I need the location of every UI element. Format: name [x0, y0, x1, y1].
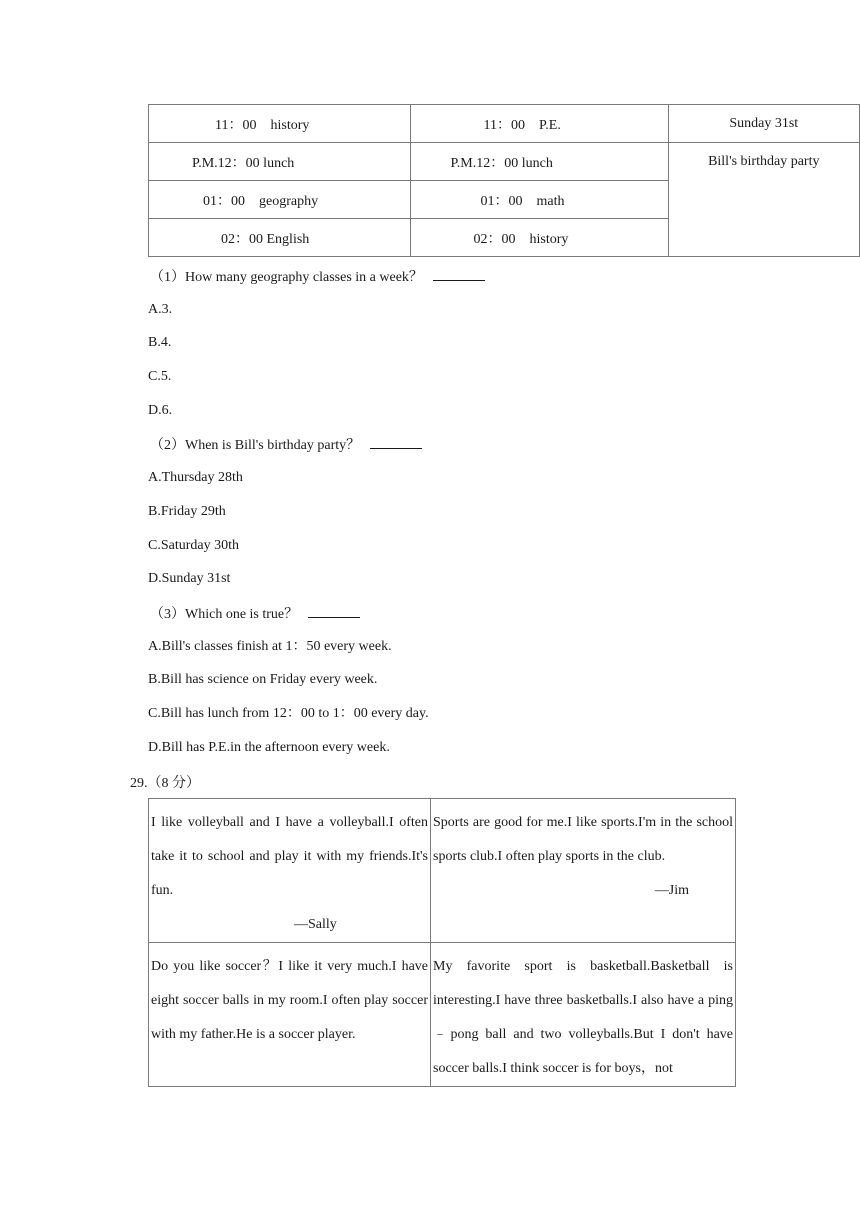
schedule-cell: 11：00 P.E.	[410, 105, 668, 143]
passage-text: I like volleyball and I have a volleyball.I often take it to school and play it with my friends.It's fun.	[151, 815, 428, 898]
question-1	[148, 266, 748, 300]
reading-row	[149, 943, 736, 1087]
option-c[interactable]: C.Bill has lunch from 12：00 to 1：00 every day.	[148, 705, 429, 721]
passage-text: Do you like soccer？I like it very much.I have eight soccer balls in my room.I often play soccer with my father.He is a soccer player.	[151, 959, 428, 1042]
passage-text: My favorite sport is basketball.Basketball is interesting.I have three basketballs.I also have a ping﹣pong ball and two volleyballs.But I don't have soccer balls.I think soccer is for boys，not	[433, 959, 733, 1076]
schedule-cell: P.M.12：00 lunch	[149, 143, 411, 181]
question-29-label: 29.（8 分）	[130, 776, 200, 791]
option-d[interactable]: D.6.	[148, 402, 173, 418]
schedule-cell: P.M.12：00 lunch	[410, 143, 668, 181]
reading-table	[148, 798, 736, 1087]
option-d[interactable]: D.Bill has P.E.in the afternoon every week.	[148, 739, 390, 755]
answer-blank[interactable]	[370, 434, 422, 449]
schedule-cell: 02：00 English	[149, 219, 411, 257]
schedule-row	[149, 143, 860, 181]
option-b[interactable]: B.4.	[148, 335, 172, 351]
option-b[interactable]: B.Friday 29th	[148, 503, 226, 519]
question-3	[148, 603, 748, 637]
question-2	[148, 434, 748, 468]
option-d[interactable]: D.Sunday 31st	[148, 571, 231, 587]
schedule-cell: 11：00 history	[149, 105, 411, 143]
schedule-cell: 01：00 geography	[149, 181, 411, 219]
passage-basketball	[431, 943, 736, 1087]
passage-jim	[431, 799, 736, 943]
option-a[interactable]: A.Bill's classes finish at 1：50 every week.	[148, 638, 392, 654]
schedule-cell: 01：00 math	[410, 181, 668, 219]
answer-blank[interactable]	[308, 603, 360, 618]
option-c[interactable]: C.Saturday 30th	[148, 537, 239, 553]
signature: —Jim	[654, 883, 689, 898]
schedule-row	[149, 105, 860, 143]
option-b[interactable]: B.Bill has science on Friday every week.	[148, 672, 378, 688]
question-list	[148, 266, 748, 771]
question-prompt: （3）Which one is true？	[150, 606, 299, 622]
signature: —Sally	[294, 917, 337, 932]
option-a[interactable]: A.Thursday 28th	[148, 470, 243, 486]
answer-blank[interactable]	[433, 266, 485, 281]
question-prompt: （2）When is Bill's birthday party？	[150, 438, 361, 454]
reading-row	[149, 799, 736, 943]
schedule-cell-day: Sunday 31st	[668, 105, 859, 143]
passage-soccer	[149, 943, 431, 1087]
passage-text: Sports are good for me.I like sports.I'm in the school sports club.I often play sports in the club.	[433, 815, 733, 864]
schedule-table	[148, 104, 860, 257]
option-c[interactable]: C.5.	[148, 369, 172, 385]
option-a[interactable]: A.3.	[148, 301, 173, 317]
question-prompt: （1）How many geography classes in a week？	[150, 270, 423, 285]
schedule-cell-event: Bill's birthday party	[668, 143, 859, 257]
passage-sally	[149, 799, 431, 943]
schedule-cell: 02：00 history	[410, 219, 668, 257]
